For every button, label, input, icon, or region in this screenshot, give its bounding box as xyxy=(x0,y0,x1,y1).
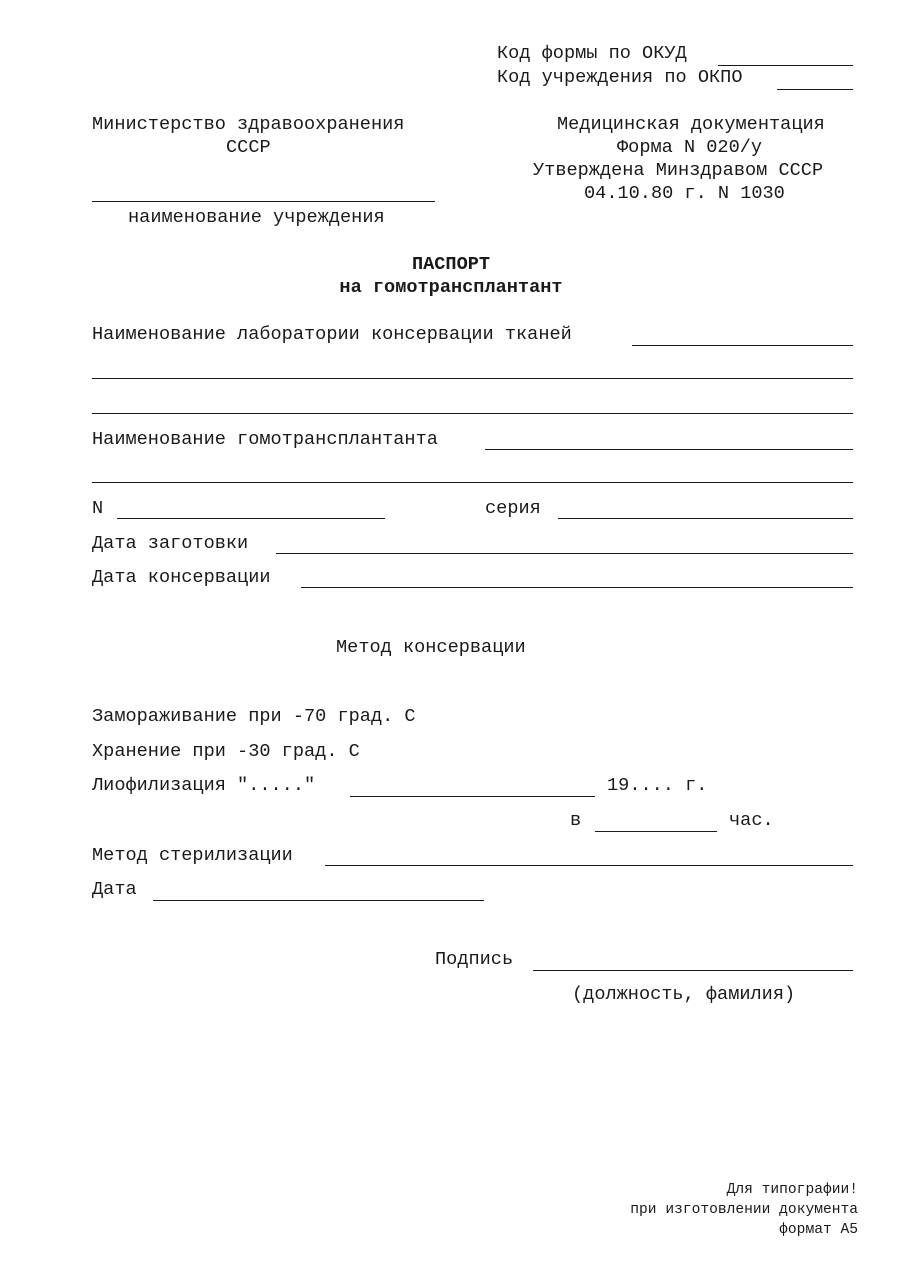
date-label: Дата xyxy=(92,879,137,900)
signature-field[interactable] xyxy=(533,970,853,971)
graft-name-field[interactable] xyxy=(485,449,853,450)
print-note-line3: формат А5 xyxy=(779,1222,858,1238)
lab-name-field-line2[interactable] xyxy=(92,378,853,379)
number-label: N xyxy=(92,498,104,519)
hours-label: час. xyxy=(729,810,774,831)
series-label: серия xyxy=(485,498,541,519)
lyophilization-label: Лиофилизация "....." xyxy=(92,775,316,796)
conservation-date-field[interactable] xyxy=(301,587,853,588)
institution-field[interactable] xyxy=(92,201,435,202)
time-at-label: в xyxy=(570,810,582,831)
approval-line2: Форма N 020/у xyxy=(617,137,763,158)
signature-label: Подпись xyxy=(435,949,514,970)
sterilization-field[interactable] xyxy=(325,865,853,866)
date-field[interactable] xyxy=(153,900,484,901)
lab-name-label: Наименование лаборатории консервации тканей xyxy=(92,324,572,345)
approval-line3: Утверждена Минздравом СССР xyxy=(533,160,824,181)
lyophilization-field[interactable] xyxy=(350,796,595,797)
print-note-line1: Для типографии! xyxy=(726,1182,858,1198)
institution-caption: наименование учреждения xyxy=(128,207,385,228)
time-field[interactable] xyxy=(595,831,717,832)
approval-line4: 04.10.80 г. N 1030 xyxy=(584,183,785,204)
harvest-date-field[interactable] xyxy=(276,553,853,554)
number-field[interactable] xyxy=(117,518,385,519)
okud-label: Код формы по ОКУД xyxy=(497,43,687,64)
sterilization-label: Метод стерилизации xyxy=(92,845,293,866)
graft-name-field-line2[interactable] xyxy=(92,482,853,483)
storage-line: Хранение при -30 град. С xyxy=(92,741,360,762)
lab-name-field-line3[interactable] xyxy=(92,413,853,414)
harvest-date-label: Дата заготовки xyxy=(92,533,249,554)
document-title: ПАСПОРТ xyxy=(411,254,491,275)
freezing-line: Замораживание при -70 град. С xyxy=(92,706,416,727)
document-subtitle: на гомотрансплантант xyxy=(339,277,563,298)
series-field[interactable] xyxy=(558,518,853,519)
ministry-line2: СССР xyxy=(226,137,271,158)
graft-name-label: Наименование гомотрансплантанта xyxy=(92,429,438,450)
approval-line1: Медицинская документация xyxy=(557,114,825,135)
signature-caption: (должность, фамилия) xyxy=(572,984,796,1005)
lyophilization-year: 19.... г. xyxy=(607,775,708,796)
method-heading: Метод консервации xyxy=(336,637,526,658)
lab-name-field[interactable] xyxy=(632,345,853,346)
conservation-date-label: Дата консервации xyxy=(92,567,271,588)
okpo-field[interactable] xyxy=(777,89,853,90)
ministry-line1: Министерство здравоохранения xyxy=(92,114,405,135)
okpo-label: Код учреждения по ОКПО xyxy=(497,67,743,88)
print-note-line2: при изготовлении документа xyxy=(630,1202,858,1218)
